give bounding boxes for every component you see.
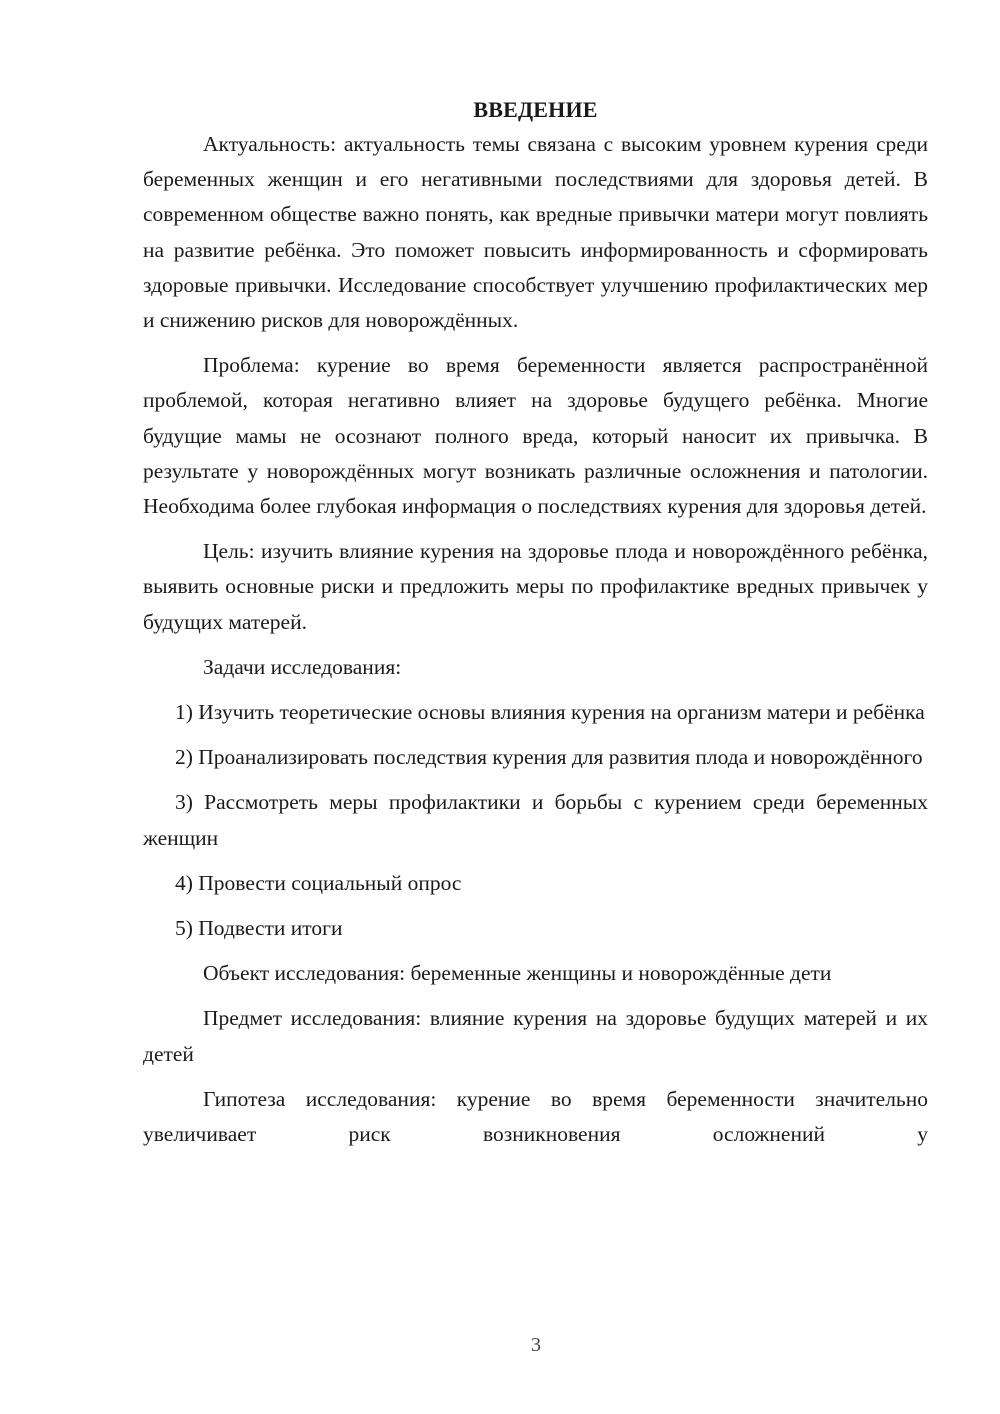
task-item-1: 1) Изучить теоретические основы влияния курения на организм матери и ребёнка (175, 700, 925, 725)
relevance-paragraph: Актуальность: актуальность темы связана с высоким уровнем курения среди беременных женщин и его негативными последствиями для здоровья детей. В современном обществе важно понять, как вредные привычки матери могут повлиять на развитие ребёнка. Это поможет повысить информированность и сформировать здоровые привычки. Исследование способствует улучшению профилактических мер и снижению рисков для новорождённых. (143, 132, 928, 333)
tasks-heading: Задачи исследования: (203, 654, 402, 679)
goal-paragraph: Цель: изучить влияние курения на здоровье плода и новорождённого ребёнка, выявить основные риски и предложить меры по профилактике вредных привычек у будущих матерей. (143, 539, 928, 634)
task-item-5: 5) Подвести итоги (175, 916, 343, 941)
object-paragraph: Объект исследования: беременные женщины и новорождённые дети (203, 961, 832, 986)
document-page (143, 92, 928, 1152)
task-item-4: 4) Провести социальный опрос (175, 870, 462, 895)
task-item-3: 3) Рассмотреть меры профилактики и борьбы с курением среди беременных женщин (143, 790, 928, 850)
subject-paragraph: Предмет исследования: влияние курения на здоровье будущих матерей и их детей (143, 1006, 928, 1066)
section-title: ВВЕДЕНИЕ (473, 97, 598, 122)
page-number: 3 (531, 1334, 541, 1356)
problem-paragraph: Проблема: курение во время беременности является распространённой проблемой, которая негативно влияет на здоровье будущего ребёнка. Многие будущие мамы не осознают полного вреда, который наносит их привычка. В результате у новорождённых могут возникать различные осложнения и патологии. Необходима более глубокая информация о последствиях курения для здоровья детей. (143, 353, 928, 519)
task-item-2: 2) Проанализировать последствия курения для развития плода и новорождённого (175, 745, 923, 770)
hypothesis-paragraph: Гипотеза исследования: курение во время беременности значительно увеличивает риск возникновения осложнений у (143, 1086, 928, 1147)
